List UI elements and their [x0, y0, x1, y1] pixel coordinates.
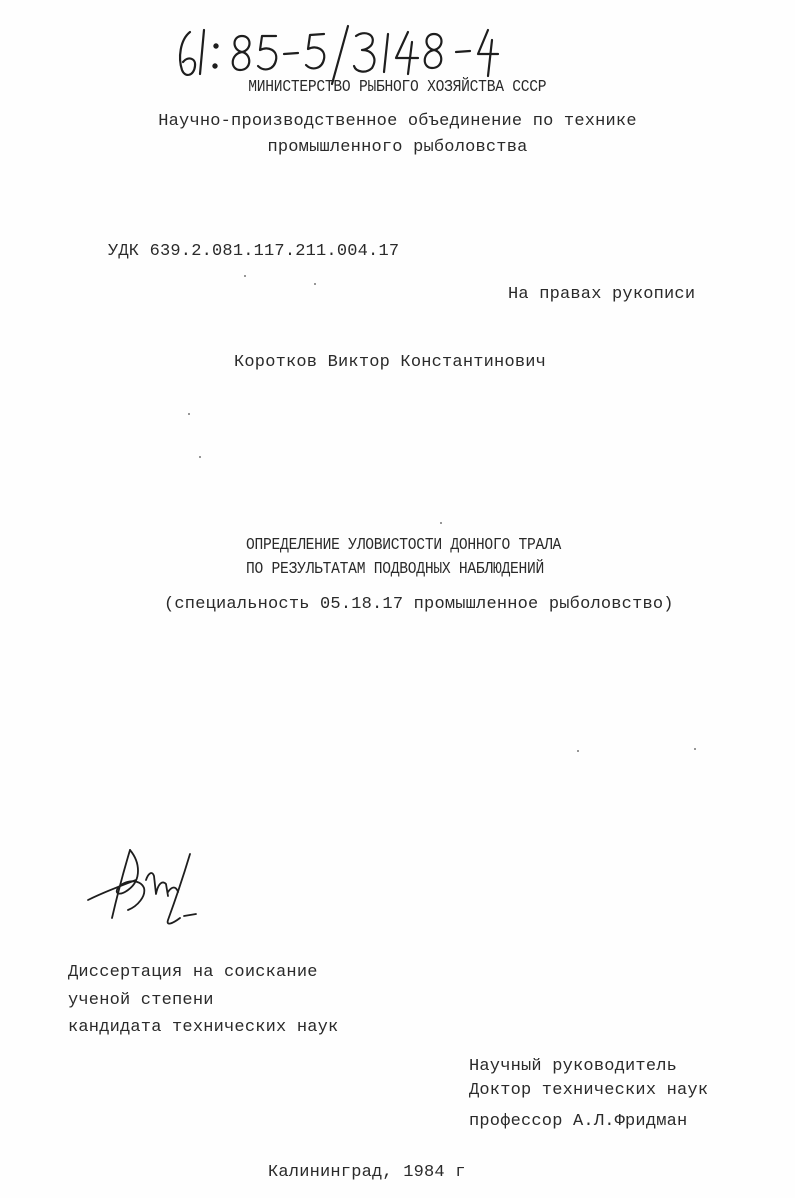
- scan-speck: [188, 413, 190, 415]
- supervisor-line-3: профессор А.Л.Фридман: [469, 1112, 688, 1131]
- ministry-line: [0, 79, 795, 96]
- author-signature: [84, 840, 214, 940]
- title-line-1-text: ОПРЕДЕЛЕНИЕ УЛОВИСТОСТИ ДОННОГО ТРАЛА: [246, 536, 562, 555]
- dissertation-line-1: Диссертация на соискание: [68, 963, 318, 982]
- dissertation-line-3: кандидата технических наук: [68, 1018, 339, 1037]
- organization-line-1: Научно-производственное объединение по технике: [158, 112, 637, 131]
- author-name: Коротков Виктор Константинович: [234, 353, 547, 372]
- udc-code: УДК 639.2.081.117.211.004.17: [108, 242, 400, 261]
- scan-speck: [314, 283, 316, 285]
- scan-speck: [244, 275, 246, 277]
- supervisor-line-2: Доктор технических наук: [469, 1081, 709, 1100]
- specialty-line: (специальность 05.18.17 промышленное рыболовство): [164, 595, 674, 614]
- title-line-2: [246, 561, 593, 578]
- scan-speck: [577, 750, 579, 752]
- title-line-2-text: ПО РЕЗУЛЬТАТАМ ПОДВОДНЫХ НАБЛЮДЕНИЙ: [246, 560, 545, 579]
- supervisor-line-1: Научный руководитель: [469, 1057, 678, 1076]
- rights-note: На правах рукописи: [508, 285, 696, 304]
- scan-speck: [440, 522, 442, 524]
- dissertation-line-2: ученой степени: [68, 991, 214, 1010]
- scan-speck: [199, 456, 201, 458]
- title-line-1: [246, 537, 612, 554]
- place-year: Калининград, 1984 г: [268, 1163, 466, 1182]
- ministry-text: МИНИСТЕРСТВО РЫБНОГО ХОЗЯЙСТВА СССР: [248, 78, 547, 97]
- scan-speck: [694, 748, 696, 750]
- organization-line-2: промышленного рыболовства: [267, 138, 528, 157]
